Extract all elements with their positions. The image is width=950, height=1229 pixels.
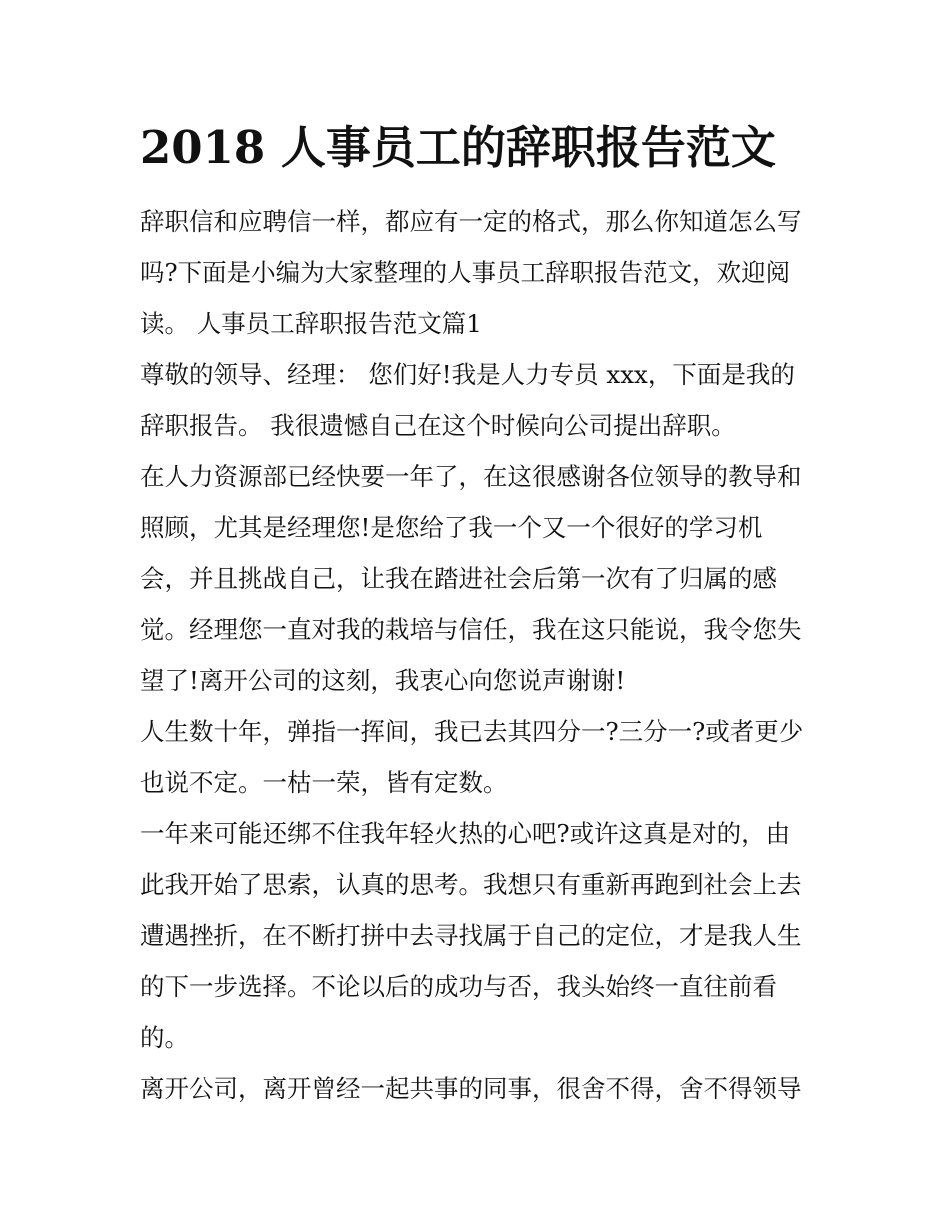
body-line: 尊敬的领导、经理： 您们好!我是人力专员 xxx，下面是我的 — [140, 360, 795, 389]
body-line: 觉。经理您一直对我的栽培与信任，我在这只能说，我令您失 — [140, 615, 802, 644]
body-line: 的。 — [140, 1023, 189, 1052]
body-line: 人生数十年，弹指一挥间，我已去其四分一?三分一?或者更少 — [140, 717, 804, 746]
body-line: 会，并且挑战自己，让我在踏进社会后第一次有了归属的感 — [140, 564, 777, 593]
body-line: 一年来可能还绑不住我年轻火热的心吧?或许这真是对的，由 — [140, 819, 791, 848]
body-line: 辞职报告。 我很遗憾自己在这个时候向公司提出辞职。 — [140, 411, 736, 440]
body-line: 望了!离开公司的这刻，我衷心向您说声谢谢! — [140, 666, 626, 695]
body-line: 离开公司，离开曾经一起共事的同事，很舍不得，舍不得领导 — [140, 1074, 802, 1103]
body-line: 吗?下面是小编为大家整理的人事员工辞职报告范文，欢迎阅 — [140, 258, 791, 287]
body-line: 读。 人事员工辞职报告范文篇1 — [140, 309, 482, 338]
body-line: 也说不定。一枯一荣，皆有定数。 — [140, 768, 508, 797]
body-line: 辞职信和应聘信一样，都应有一定的格式，那么你知道怎么写 — [140, 207, 802, 236]
body-line: 遭遇挫折，在不断打拼中去寻找属于自己的定位，才是我人生 — [140, 921, 802, 950]
body-line: 的下一步选择。不论以后的成功与否，我头始终一直往前看 — [140, 972, 777, 1001]
body-line: 此我开始了思索，认真的思考。我想只有重新再跑到社会上去 — [140, 870, 802, 899]
body-line: 在人力资源部已经快要一年了，在这很感谢各位领导的教导和 — [140, 462, 802, 491]
body-line: 照顾，尤其是经理您!是您给了我一个又一个很好的学习机 — [140, 513, 763, 542]
document-title: 2018 人事员工的辞职报告范文 — [140, 121, 776, 174]
